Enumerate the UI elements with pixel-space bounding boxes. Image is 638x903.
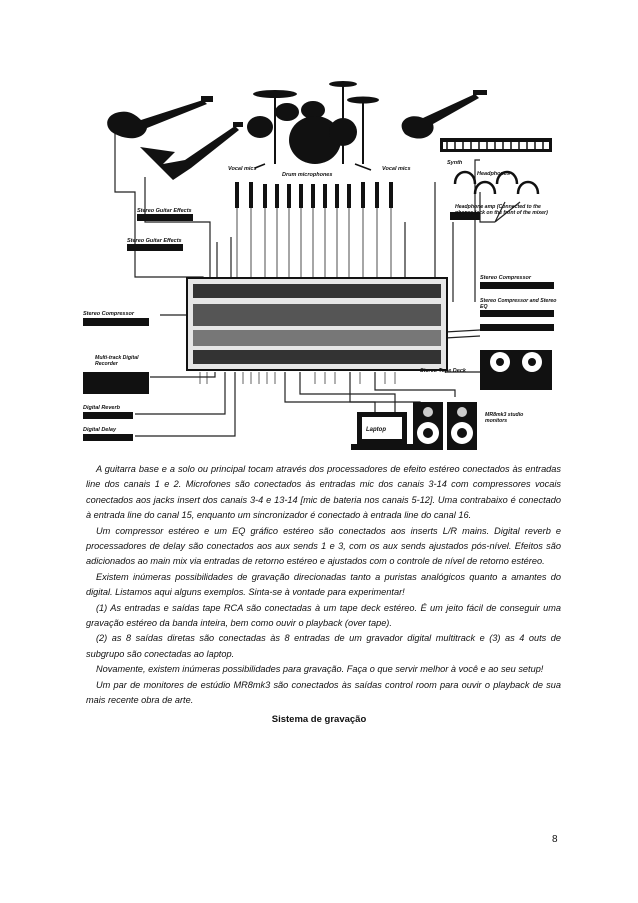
page-number: 8 xyxy=(552,834,558,845)
label-stereo-tape-deck: Stereo Tape Deck xyxy=(420,368,466,374)
digital-delay-unit xyxy=(83,434,133,441)
multitrack-recorder-unit xyxy=(83,372,149,394)
label-vocal-mics-left: Vocal mics xyxy=(228,166,257,172)
label-stereo-compressor-eq: Stereo Compressor and Stereo EQ xyxy=(480,298,557,310)
paragraph: Um par de monitores de estúdio MR8mk3 são conectados às saídas control room para ouvir o playback de sua mais recente obra de arte. xyxy=(86,679,561,706)
label-vocal-mics-right: Vocal mics xyxy=(382,166,411,172)
paragraph: Existem inúmeras possibilidades de gravação direcionadas tanto a puristas analógicos quanto a amantes do digital. Listamos aqui alguns exemplos. Sinta-se à vontade para experimentar! xyxy=(86,571,561,598)
figure-caption: Sistema de gravação xyxy=(271,714,367,725)
mixer-icon xyxy=(187,278,447,370)
label-digital-reverb: Digital Reverb xyxy=(83,405,120,411)
label-stereo-guitar-effects-1: Stereo Guitar Effects xyxy=(137,208,192,214)
mixer-wiring-diagram xyxy=(75,72,570,457)
label-stereo-compressor-right: Stereo Compressor xyxy=(480,275,532,281)
stereo-compressor-eq-unit-2 xyxy=(480,324,554,331)
stereo-guitar-effects-unit-2 xyxy=(127,244,183,251)
paragraph: Um compressor estéreo e um EQ gráfico estéreo são conectados aos inserts L/R mains. Digital reverb e processadores de delay são conectados aos aux sends 1 e 3, com os aux sends ajustados pós-nível. Efeitos são adicionados ao main mix via entradas de retorno estéreo e ajustados com o controle de nível de retorno estéreo. xyxy=(86,525,561,567)
label-headphones: Headphones xyxy=(477,171,511,177)
stereo-compressor-right-unit xyxy=(480,282,554,289)
tape-deck-icon xyxy=(480,350,552,390)
paragraph: Novamente, existem inúmeras possibilidades para gravação. Faça o que servir melhor à você e ao seu setup! xyxy=(96,664,544,675)
bass-guitar-icon xyxy=(402,90,487,139)
studio-monitors-icon xyxy=(413,402,477,450)
label-headphone-amp: Headphone amp (Connected to the phones jack on the front of the mixer) xyxy=(455,204,548,217)
label-synth: Synth xyxy=(447,160,463,166)
synth-keyboard-icon xyxy=(440,138,552,152)
paragraph: A guitarra base e a solo ou principal tocam através dos processadores de efeito estéreo conectados às entradas line dos canais 1 e 2. Microfones são conectados às entradas mic dos canais 3-14 com compressores vocais conectados aos jacks insert dos canais 3-4 e 13-14 [mic de bateria nos canais 5-12]. Uma contrabaixo é conectado à entrada line do canal 15, enquanto um sincronizador é conectado à entrada line do canal 16. xyxy=(86,464,561,521)
label-digital-delay: Digital Delay xyxy=(83,427,117,433)
digital-reverb-unit xyxy=(83,412,133,419)
body-text xyxy=(86,462,561,709)
label-multitrack-recorder: Multi-track Digital Recorder xyxy=(95,355,139,367)
label-studio-monitors: MR8mk3 studio monitors xyxy=(485,412,524,424)
drum-kit-icon xyxy=(247,81,379,170)
paragraph: (1) As entradas e saídas tape RCA são conectadas à um tape deck estéreo. É um jeito fácil de conseguir uma gravação estéreo da banda inteira, bem como ouvir o playback (over tape). xyxy=(86,602,561,629)
microphones-icon xyxy=(235,182,393,282)
label-laptop: Laptop xyxy=(366,427,386,433)
stereo-compressor-left-unit xyxy=(83,318,149,326)
label-stereo-guitar-effects-2: Stereo Guitar Effects xyxy=(127,238,182,244)
label-stereo-compressor-left: Stereo Compressor xyxy=(83,311,135,317)
stereo-guitar-effects-unit-1 xyxy=(137,214,193,221)
paragraph: (2) as 8 saídas diretas são conectadas às 8 entradas de um gravador digital multitrack e (3) as 4 outs de subgrupo são conectadas ao laptop. xyxy=(86,633,561,659)
label-drum-microphones: Drum microphones xyxy=(282,172,333,178)
electric-guitar-icon xyxy=(107,96,213,138)
